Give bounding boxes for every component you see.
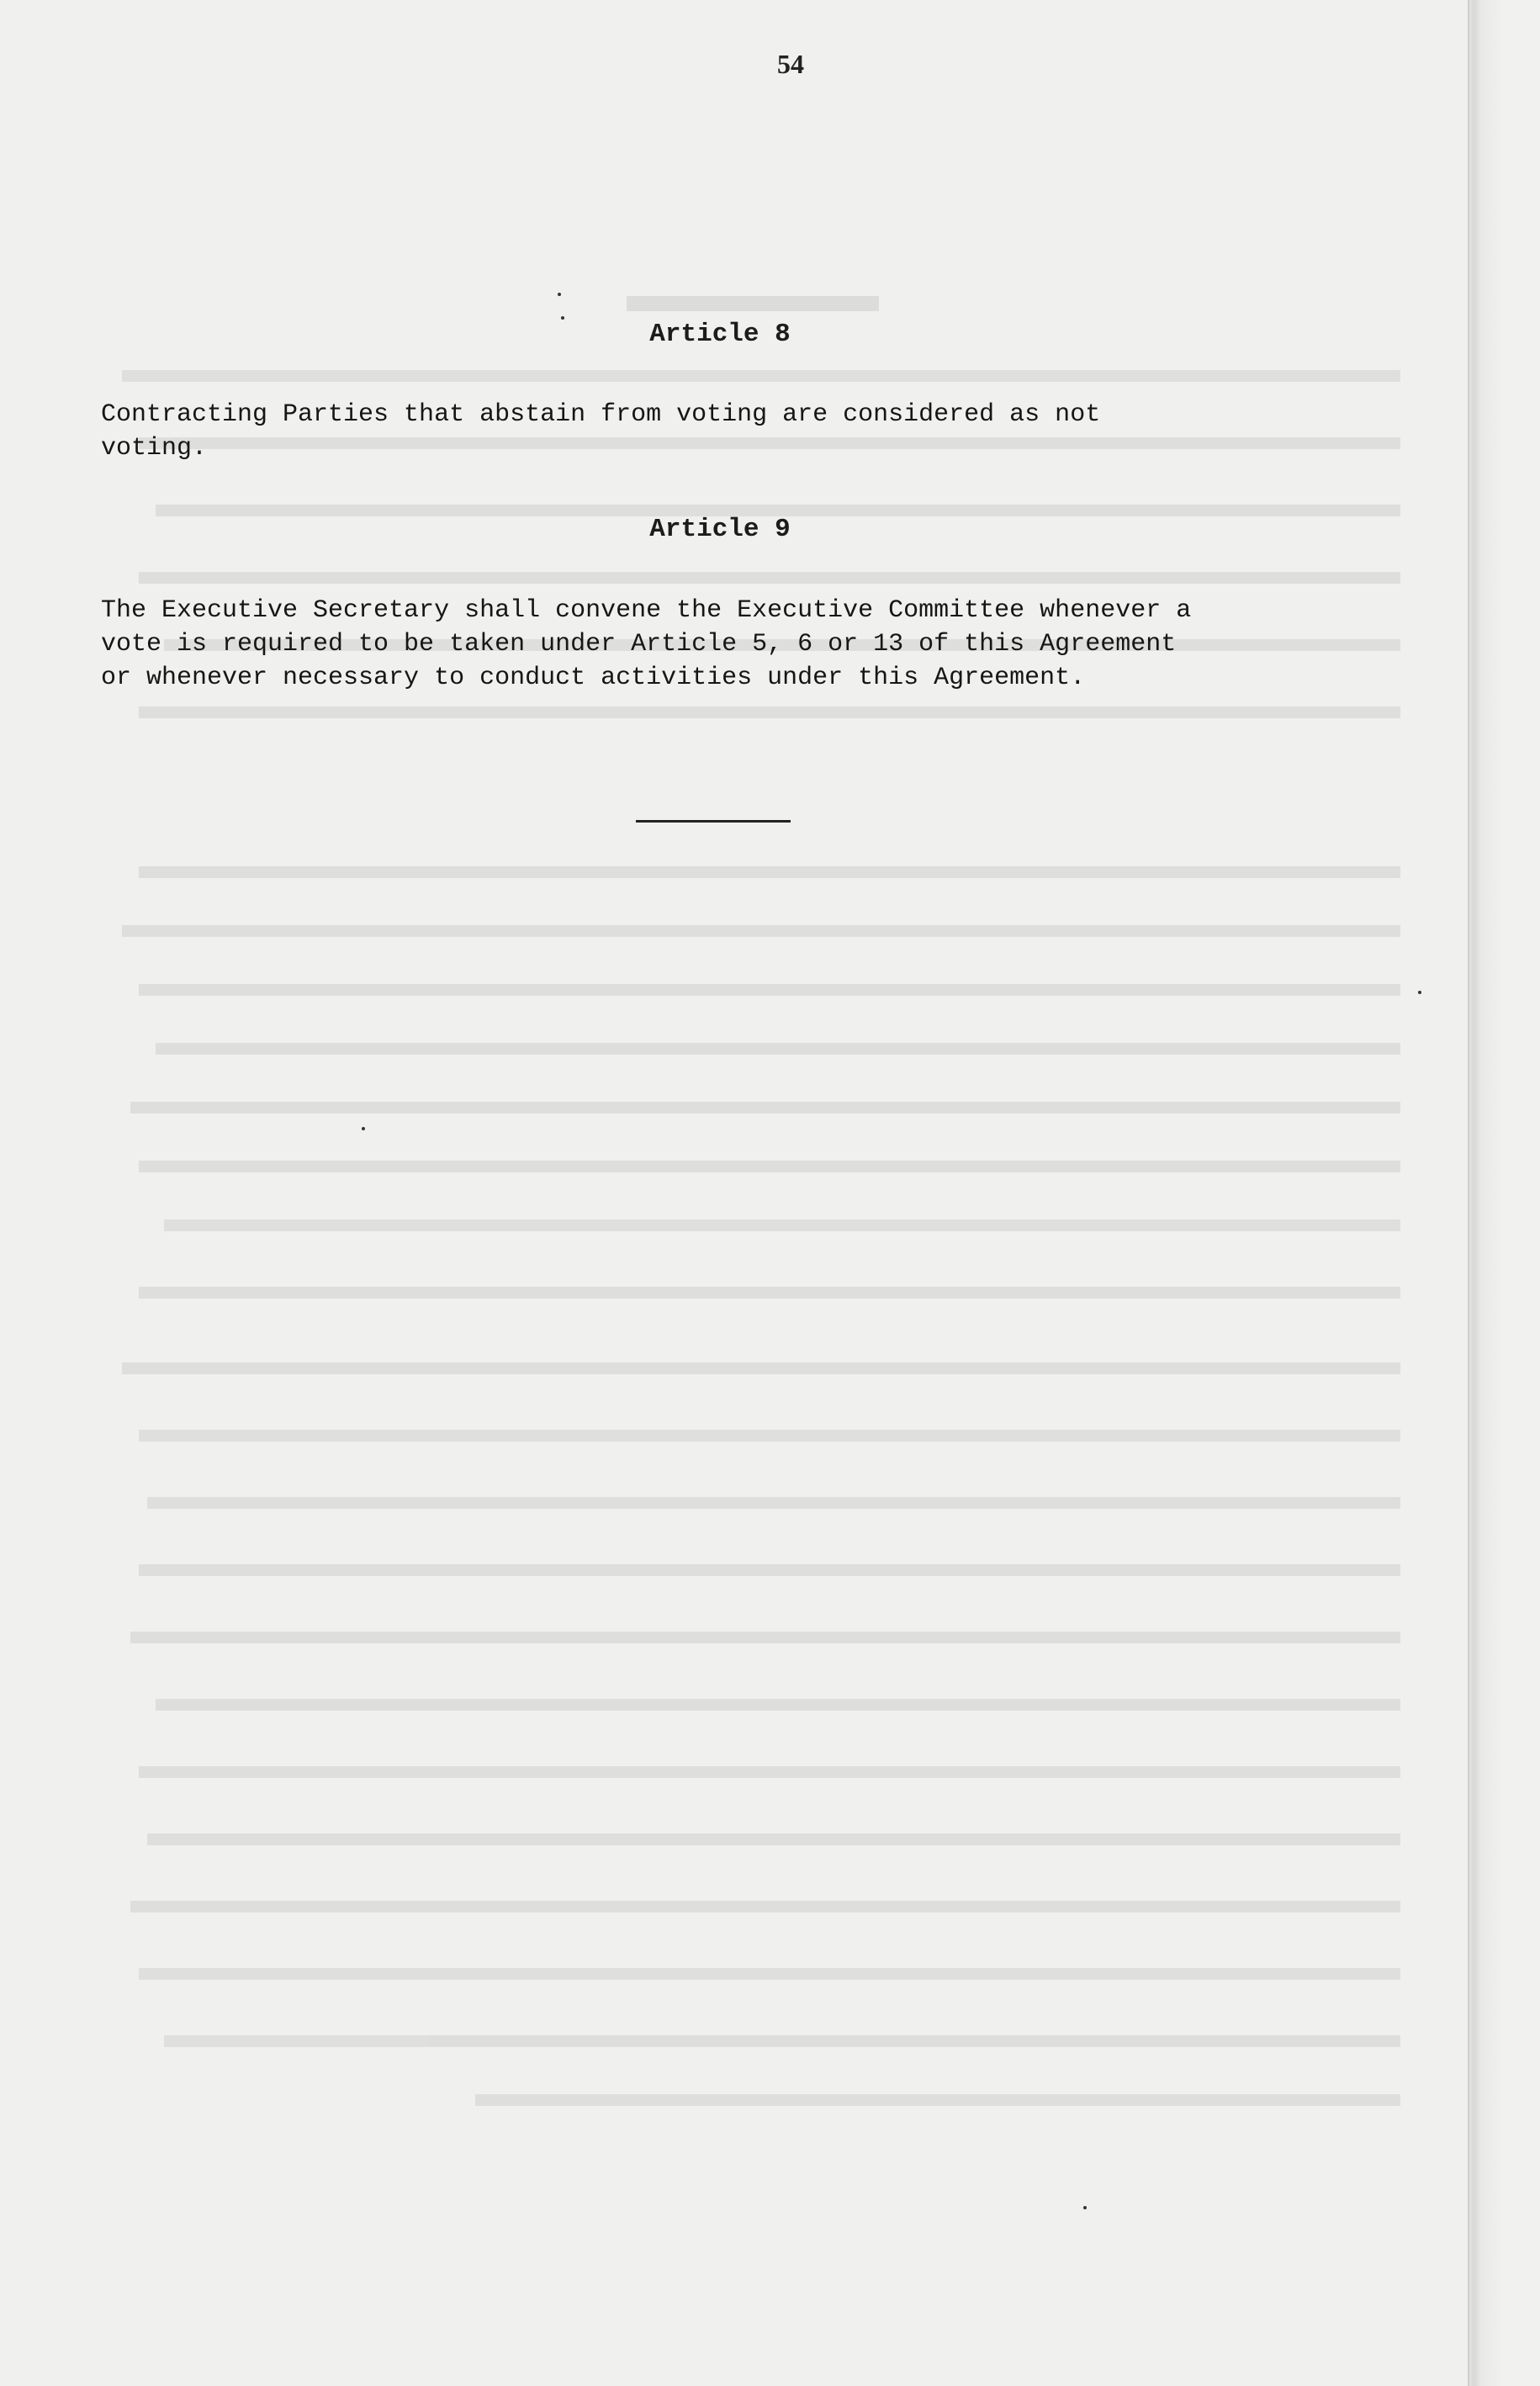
article-9-text: The Executive Secretary shall convene the Executive Committee whenever a vote is required to be taken under Article 5, 6 or 13 of this Agreement or whenever necessary to conduct activities under this Agreement. <box>101 596 1192 692</box>
scan-speck <box>561 316 564 320</box>
section-end-rule <box>636 820 791 823</box>
page-number: 54 <box>777 49 804 79</box>
article-8-text: Contracting Parties that abstain from voting are considered as not voting. <box>101 400 1101 463</box>
scan-speck <box>1083 2206 1087 2209</box>
scan-speck <box>1418 991 1421 994</box>
scan-speck <box>558 293 561 296</box>
page-edge-shadow <box>1468 0 1540 2386</box>
scan-speck <box>362 1127 365 1130</box>
article-8-heading: Article 8 <box>649 320 791 349</box>
article-9-heading: Article 9 <box>649 515 791 544</box>
